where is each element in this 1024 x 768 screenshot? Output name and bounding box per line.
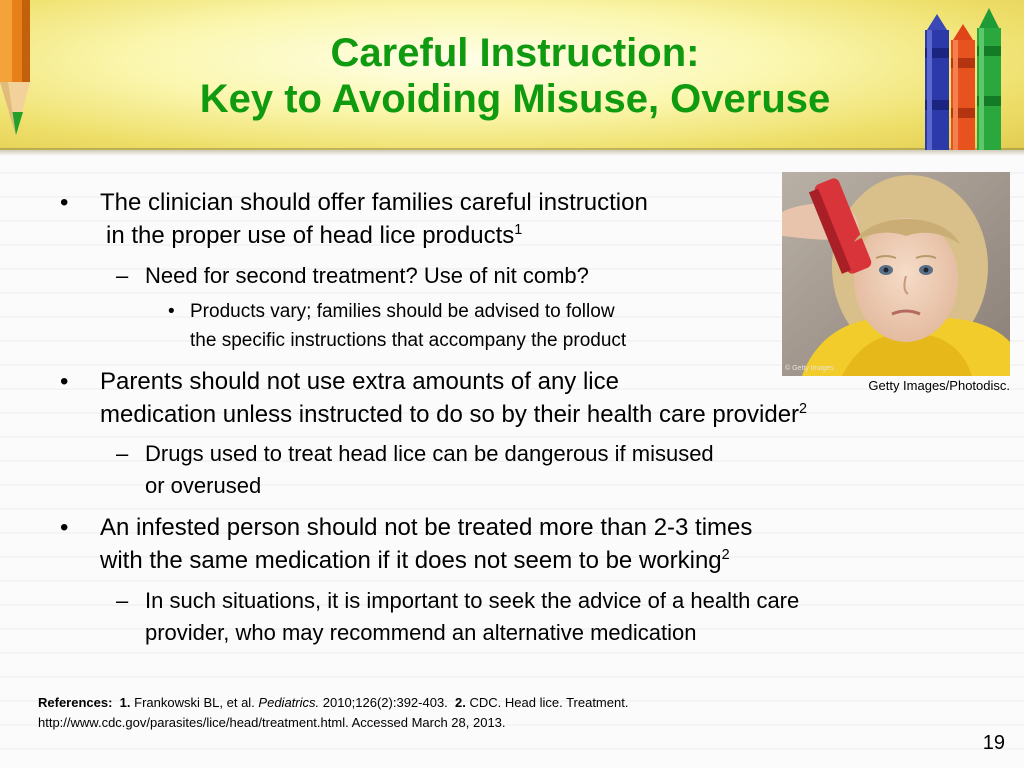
title-line-2: Key to Avoiding Misuse, Overuse	[199, 77, 831, 121]
photo-caption: Getty Images/Photodisc.	[868, 378, 1010, 393]
bullet-2	[100, 365, 980, 431]
reference-1-journal: Pediatrics.	[258, 695, 320, 710]
citation-superscript: 2	[721, 547, 730, 563]
bullet-3-sub	[145, 585, 1005, 649]
bullet-1-sub-sub-line-2: the specific instructions that accompany the product	[190, 330, 627, 351]
bullet-2-line-1: Parents should not use extra amounts of any lice	[100, 368, 619, 395]
bullet-1-line-1: The clinician should offer families careful instruction	[100, 189, 648, 216]
bullet-2-line-2: medication unless instructed to do so by their health care provider$^2$	[100, 401, 808, 428]
page-number: 19	[982, 732, 1005, 754]
dash-bullet: –	[116, 588, 129, 613]
dash-bullet: –	[116, 441, 129, 466]
bullet-3-sub-line-1: In such situations, it is important to seek the advice of a health care	[145, 588, 800, 613]
bullet-2-sub	[145, 438, 905, 502]
reference-2-number: 2.	[455, 695, 466, 710]
bullet-1-sub: Need for second treatment? Use of nit comb?	[145, 263, 589, 288]
reference-2-text: CDC. Head lice. Treatment.	[469, 695, 629, 710]
bullet-3	[100, 511, 980, 577]
slide-title	[120, 30, 910, 122]
photo-watermark: © Getty Images	[785, 365, 834, 372]
citation-superscript: 1	[514, 222, 523, 238]
bullet-3-sub-line-2: provider, who may recommend an alternative medication	[145, 620, 697, 645]
bullet-1-sub-sub-line-1: Products vary; families should be advised to follow	[190, 301, 615, 322]
bullet-2-sub-line-1: Drugs used to treat head lice can be dangerous if misused	[145, 441, 714, 466]
references-label: References:	[38, 695, 113, 710]
title-line-1: Careful Instruction:	[330, 31, 700, 75]
bullet-1-sub-sub	[190, 297, 770, 355]
bullet-dot: •	[60, 189, 69, 216]
bullet-dot: •	[60, 368, 69, 395]
bullet-1	[100, 186, 760, 252]
reference-1-authors: Frankowski BL, et al.	[134, 695, 255, 710]
header-shadow	[0, 148, 1024, 156]
references-line-1	[38, 693, 818, 713]
reference-1-details: 2010;126(2):392-403.	[322, 695, 448, 710]
bullet-3-line-1: An infested person should not be treated more than 2-3 times	[100, 514, 753, 541]
reference-2-url[interactable]: http://www.cdc.gov/parasites/lice/head/treatment.html. Accessed March 28, 2013.	[38, 715, 506, 730]
bullet-2-sub-line-2: or overused	[145, 473, 262, 498]
crayons-icon	[915, 0, 1024, 150]
bullet-3-line-2: with the same medication if it does not seem to be working$^2$	[100, 547, 730, 574]
pencil-icon	[0, 0, 60, 160]
references	[38, 693, 818, 733]
dash-bullet: –	[116, 263, 129, 288]
bullet-dot: •	[60, 514, 69, 541]
bullet-1-line-2: in the proper use of head lice products$^1$	[106, 222, 523, 249]
citation-superscript: 2	[799, 401, 808, 417]
reference-1-number: 1.	[119, 695, 131, 710]
bullet-dot-small: •	[168, 301, 175, 322]
child-hair-combing-photo	[782, 172, 1010, 376]
